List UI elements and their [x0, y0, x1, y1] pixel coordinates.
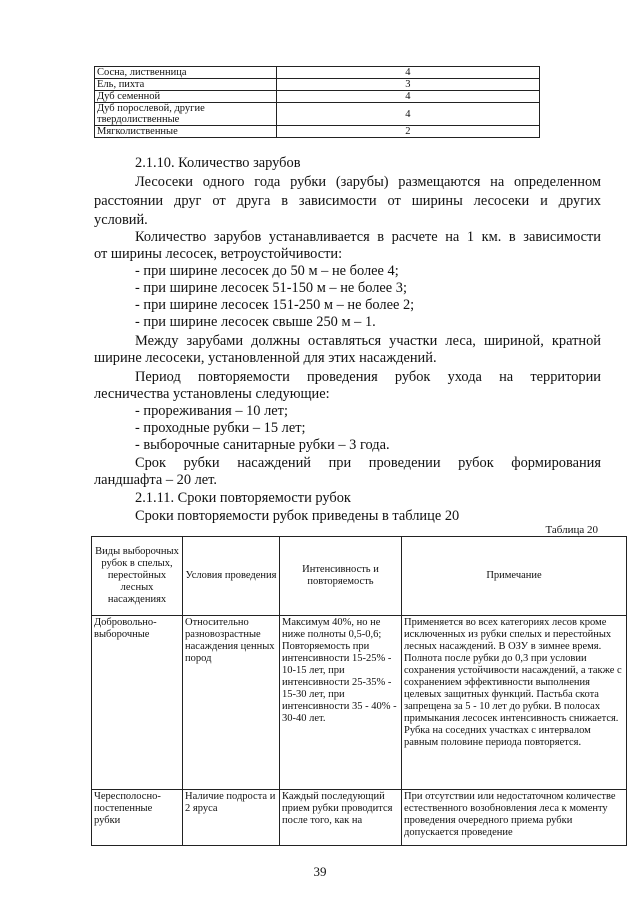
table-row: Мягколиственные 2 — [95, 126, 540, 138]
list-item: - при ширине лесосек 151-250 м – не более 2; — [135, 297, 415, 313]
cell-conditions: Относительно разновозрастные насаждения ценных пород — [183, 616, 280, 790]
table-row: Сосна, лиственница 4 — [95, 67, 540, 79]
table-caption: Таблица 20 — [545, 524, 598, 536]
table-row: Дуб семенной 4 — [95, 91, 540, 103]
list-item: - проходные рубки – 15 лет; — [135, 420, 306, 436]
col-header-conditions: Условия проведения — [183, 537, 280, 616]
section-heading-2111: 2.1.11. Сроки повторяемости рубок — [135, 490, 351, 506]
table-row: Ель, пихта 3 — [95, 79, 540, 91]
list-item: - прореживания – 10 лет; — [135, 403, 288, 419]
page-number: 39 — [313, 864, 327, 879]
paragraph-line: лесничества установлены следующие: — [94, 386, 330, 402]
cell-note: Применяется во всех категориях лесов кроме исключенных из рубки спелых и перестойных лесных насаждений. В ОЗУ в зимнее время. Полнота после рубки до 0,3 при условии сохранения устойчивости насаждений, а также с сохранением эффективности выполнения целевых защитных функций. Пастьба скота запрещена за 5 - 10 лет до рубки. В полосах примыкания лесосек интенсивность снижается. Рубка на соседних участках с интервалом равным половине периода повторяется. — [402, 616, 627, 790]
table-row — [92, 790, 627, 846]
paragraph-line: расстоянии друг от друга в зависимости от ширины лесосеки и других — [94, 193, 601, 209]
list-item: - при ширине лесосек до 50 м – не более 4; — [135, 263, 399, 279]
paragraph-line: условий. — [94, 212, 148, 228]
table-header-row — [92, 537, 627, 616]
paragraph-line: Количество зарубов устанавливается в расчете на 1 км. в зависимости — [135, 229, 601, 245]
paragraph-line: Лесосеки одного года рубки (зарубы) размещаются на определенном — [135, 174, 601, 190]
table-row — [92, 616, 627, 790]
paragraph-line: ландшафта – 20 лет. — [94, 472, 217, 488]
forest-species-table — [94, 66, 540, 138]
cell-conditions: Наличие подроста и 2 яруса — [183, 790, 280, 846]
col-header-cutting-type: Виды выборочных рубок в спелых, перестойных лесных насаждениях — [92, 537, 183, 616]
paragraph-line: от ширины лесосек, ветроустойчивости: — [94, 246, 343, 262]
col-header-intensity: Интенсивность и повторяемость — [280, 537, 402, 616]
cell-intensity: Каждый последующий прием рубки проводится после того, как на — [280, 790, 402, 846]
cell-intensity: Максимум 40%, но не ниже полноты 0,5-0,6; Повторяемость при интенсивности 15-25% - 10-15 лет, при интенсивности 25-35% - 15-30 лет, при интенсивности 35 - 40% - 30-40 лет. — [280, 616, 402, 790]
cell-cutting-type: Добровольно-выборочные — [92, 616, 183, 790]
paragraph-line: Период повторяемости проведения рубок ухода на территории — [135, 369, 601, 385]
cell-cutting-type: Чересполосно-постепенные рубки — [92, 790, 183, 846]
table-row: Дуб порослевой, другие твердолиственные 4 — [95, 103, 540, 126]
col-header-note: Примечание — [402, 537, 627, 616]
paragraph-line: ширине лесосеки, установленной для этих насаждений. — [94, 350, 437, 366]
paragraph-line: Сроки повторяемости рубок приведены в таблице 20 — [135, 508, 460, 524]
list-item: - при ширине лесосек свыше 250 м – 1. — [135, 314, 376, 330]
list-item: - выборочные санитарные рубки – 3 года. — [135, 437, 390, 453]
paragraph-line: Срок рубки насаждений при проведении рубок формирования — [135, 455, 601, 471]
list-item: - при ширине лесосек 51-150 м – не более 3; — [135, 280, 407, 296]
cutting-frequency-table — [91, 536, 627, 846]
cell-note: При отсутствии или недостаточном количестве естественного возобновления леса к моменту проведения очередного приема рубки допускается проведение — [402, 790, 627, 846]
paragraph-line: Между зарубами должны оставляться участки леса, шириной, кратной — [135, 333, 601, 349]
section-heading-2110: 2.1.10. Количество зарубов — [135, 155, 301, 171]
